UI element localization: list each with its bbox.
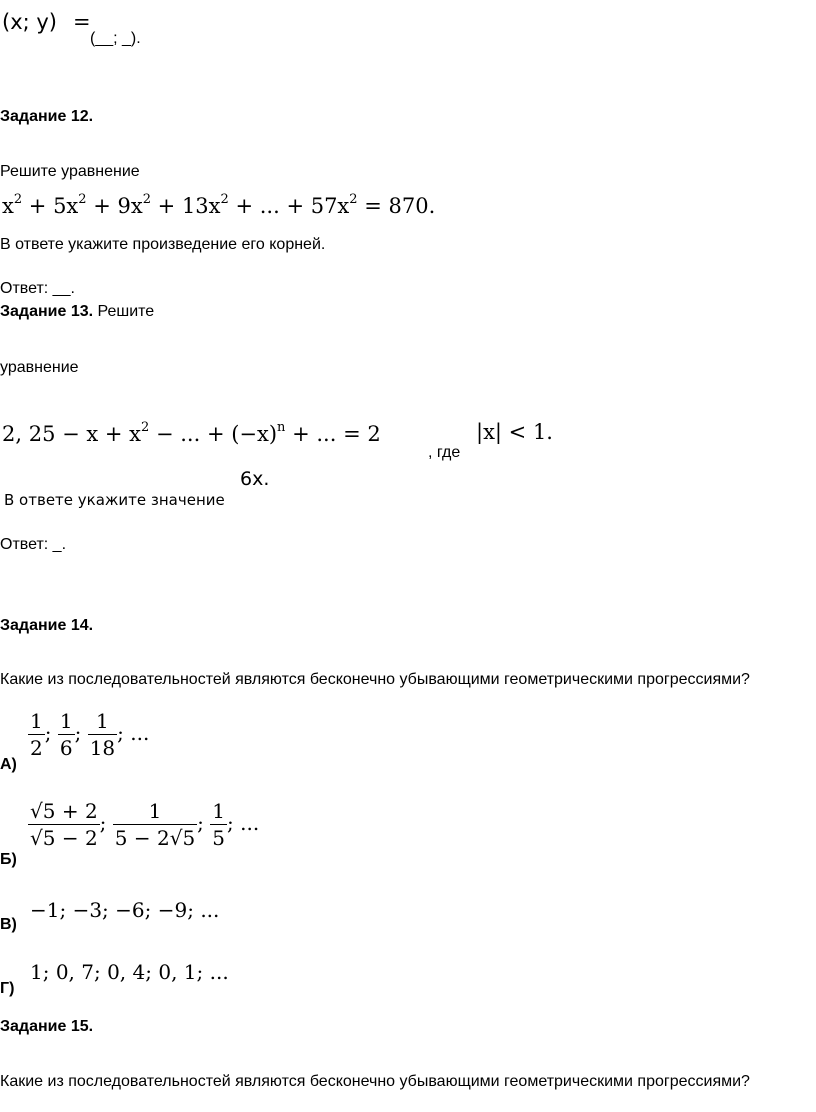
fraction-denominator: 5 − 2√5 <box>114 826 196 850</box>
task-13-prompt: уравнение <box>0 359 79 376</box>
fraction-denominator: 6 <box>59 736 73 760</box>
fraction <box>28 798 100 851</box>
fraction-numerator: √5 + 2 <box>30 799 98 823</box>
fraction-numerator: 1 <box>212 799 226 823</box>
separator: ; <box>74 721 82 745</box>
equals-sign: = <box>73 10 91 34</box>
option-b-label: Б) <box>0 851 17 868</box>
eq-exponent: 2 <box>142 192 151 207</box>
eq-exponent: n <box>277 420 286 435</box>
option-c-sequence: −1; −3; −6; −9; ... <box>30 898 220 922</box>
separator: ; <box>99 811 107 835</box>
sequence-tail: ; ... <box>227 811 260 835</box>
option-a-label: А) <box>0 756 17 773</box>
eq-exponent: 2 <box>78 192 87 207</box>
eq-part: 2, 25 − x + x <box>2 422 142 446</box>
fraction-denominator: 5 <box>212 826 226 850</box>
task-13-where: , где <box>428 444 461 461</box>
fraction-numerator: 1 <box>30 709 43 733</box>
task-12-title: Задание 12. <box>0 108 94 125</box>
task-12-instruction: В ответе укажите произведение его корней. <box>0 236 326 253</box>
fraction <box>88 708 117 761</box>
eq-part: − ... + (−x) <box>149 422 278 446</box>
task-13-target: 6x. <box>240 468 270 490</box>
fraction-numerator: 1 <box>59 709 73 733</box>
task-13-condition: |x| < 1. <box>476 420 553 444</box>
task-14-question: Какие из последовательностей являются бесконечно убывающими геометрическими прогрессиями? <box>0 671 750 688</box>
eq-exponent: 2 <box>349 192 358 207</box>
option-a-sequence <box>28 708 149 761</box>
separator: ; <box>197 811 204 835</box>
eq-exponent: 2 <box>13 192 23 207</box>
sequence-tail: ; ... <box>117 721 150 745</box>
eq-part: + ... = 2 <box>285 422 381 446</box>
eq-term: + 9x <box>86 194 143 218</box>
xy-label: (x; y) <box>2 10 57 34</box>
option-d-label: Г) <box>0 980 15 997</box>
fraction <box>113 798 197 851</box>
task-12-equation <box>2 192 435 218</box>
separator: ; <box>44 721 52 745</box>
eq-exponent: 2 <box>220 192 229 207</box>
option-d-sequence: 1; 0, 7; 0, 4; 0, 1; ... <box>30 960 229 984</box>
option-c-label: В) <box>0 916 17 933</box>
task-13-title-rest: Решите <box>93 303 155 320</box>
fraction <box>210 798 227 851</box>
task-15-title: Задание 15. <box>0 1018 94 1035</box>
eq-term: + 13x <box>151 194 221 218</box>
fraction-denominator: 2 <box>30 736 43 760</box>
option-b-sequence <box>28 798 259 851</box>
eq-term: + ... + 57x <box>228 194 350 218</box>
task-13-instruction: В ответе укажите значение <box>4 491 225 509</box>
eq-term: x <box>2 194 14 218</box>
fraction-numerator: 1 <box>88 708 117 735</box>
eq-term: = 870. <box>357 194 436 218</box>
task-15-question: Какие из последовательностей являются бесконечно убывающими геометрическими прогрессиями? <box>0 1073 750 1090</box>
task-13-title: Задание 13. <box>0 303 94 320</box>
fraction-numerator: 1 <box>113 798 197 825</box>
fraction <box>28 708 45 761</box>
fraction-denominator: 18 <box>89 736 116 760</box>
task-12-answer: Ответ: __. <box>0 280 75 297</box>
task-13-equation <box>2 420 381 446</box>
task-13-answer: Ответ: _. <box>0 536 67 553</box>
fraction-denominator: √5 − 2 <box>30 826 98 850</box>
answer-blank-xy: (__; _). <box>90 30 141 47</box>
task-13-heading <box>0 303 154 321</box>
eq-term: + 5x <box>22 194 79 218</box>
task-14-title: Задание 14. <box>0 617 94 634</box>
fraction <box>58 708 75 761</box>
eq-exponent: 2 <box>141 420 150 435</box>
task-12-prompt: Решите уравнение <box>0 163 140 180</box>
